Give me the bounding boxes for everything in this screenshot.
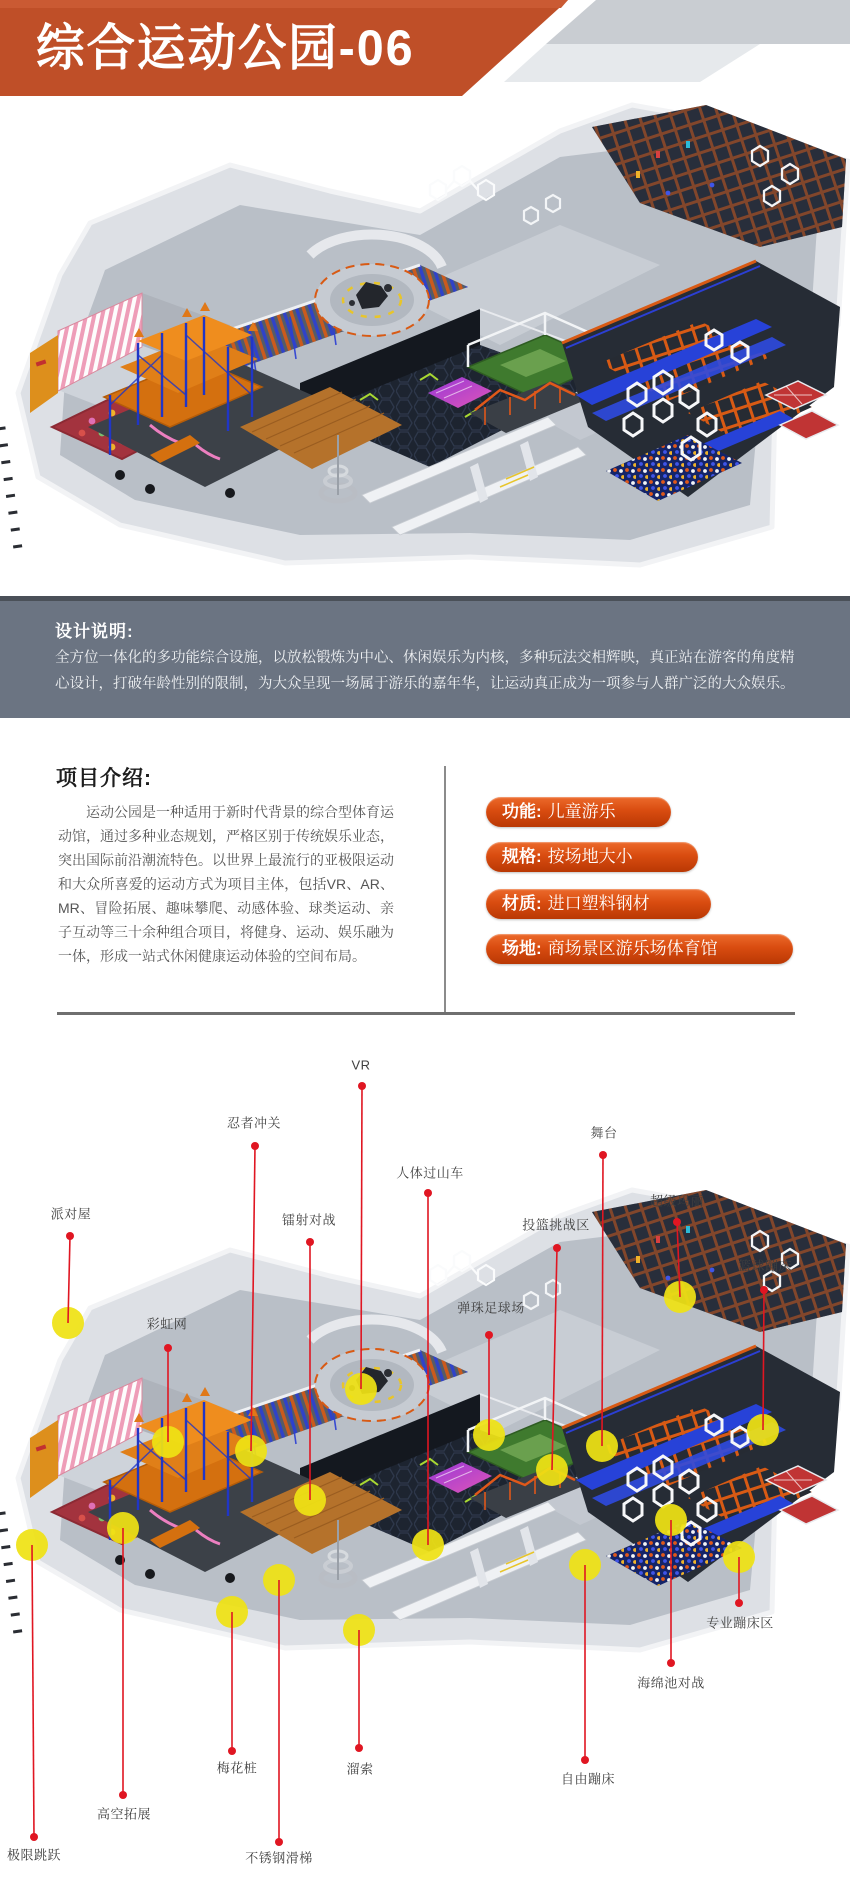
design-body-text: 全方位一体化的多功能综合设施，以放松锻炼为中心、休闲娱乐为内核，多种玩法交相辉映，真正站在游客的角度精心设计，打破年龄性别的限制，为大众呈现一场属于游乐的嘉年华，让运动真正成为一项参与人群广泛的大众娱乐。 — [55, 650, 795, 692]
spec-pill-function — [486, 797, 671, 827]
intro-heading: 项目介绍: — [56, 767, 152, 790]
annotation-dot — [355, 1744, 363, 1752]
annotation-dot — [30, 1833, 38, 1841]
park-render-annotated — [0, 1180, 850, 1685]
spec-label: 功能: — [502, 802, 542, 821]
annotation-label: 极限跳跃 — [6, 1847, 62, 1863]
spec-label: 场地: — [502, 939, 542, 958]
spec-pill-size — [486, 842, 698, 872]
header-banner — [0, 0, 850, 96]
spec-value: 按场地大小 — [547, 847, 633, 866]
annotation-label: 投篮挑战区 — [522, 1217, 590, 1233]
spec-value: 儿童游乐 — [547, 802, 616, 821]
annotation-dot — [358, 1082, 366, 1090]
annotation-label: 专业蹦床区 — [706, 1615, 774, 1631]
vertical-divider — [444, 766, 446, 1012]
annotation-label: 舞台 — [590, 1125, 618, 1141]
spec-label: 规格: — [502, 847, 542, 866]
design-heading: 设计说明: — [55, 622, 134, 641]
spec-value: 进口塑料钢材 — [547, 894, 650, 913]
annotation-label: 镭射对战 — [281, 1212, 337, 1228]
annotation-dot — [251, 1142, 259, 1150]
annotation-label: 弹珠足球场 — [457, 1300, 525, 1316]
annotation-label: 高空拓展 — [96, 1806, 152, 1822]
spec-label: 材质: — [502, 894, 542, 913]
annotation-dot — [275, 1838, 283, 1846]
annotation-label: 自由蹦床 — [560, 1771, 616, 1787]
annotation-label: 不锈钢滑梯 — [245, 1850, 313, 1866]
annotation-label: 篮球蹦床 — [737, 1258, 793, 1274]
annotation-label: 超级玛丽 — [649, 1193, 705, 1209]
annotation-label: 彩虹网 — [146, 1316, 188, 1332]
annotation-label: 人体过山车 — [396, 1165, 464, 1181]
annotation-dot — [581, 1756, 589, 1764]
annotation-dot — [228, 1747, 236, 1755]
intro-body-text: 运动公园是一种适用于新时代背景的综合型体育运动馆，通过多种业态规划，严格区别于传统娱乐业态，突出国际前沿潮流特色。以世界上最流行的亚极限运动和大众所喜爱的运动方式为项目主体，包括VR、AR、MR、冒险拓展、趣味攀爬、动感体验、球类运动、亲子互动等三十余种组合项目，将健身、运动、娱乐融为一体，形成一站式休闲健康运动体验的空间布局。 — [58, 804, 394, 964]
park-render-overview — [0, 95, 850, 600]
annotation-dot — [119, 1791, 127, 1799]
annotation-dot — [599, 1151, 607, 1159]
annotation-label: 溜索 — [346, 1761, 374, 1777]
page-title: 综合运动公园-06 — [36, 20, 415, 76]
annotation-label: 派对屋 — [50, 1206, 92, 1222]
design-section — [0, 596, 850, 718]
annotation-label: 梅花桩 — [216, 1760, 258, 1776]
spec-pill-material — [486, 889, 711, 919]
spec-value: 商场景区游乐场体育馆 — [547, 939, 718, 958]
horizontal-divider — [57, 1012, 795, 1015]
annotation-label: 忍者冲关 — [226, 1115, 282, 1131]
annotation-label: 海绵池对战 — [637, 1675, 705, 1691]
spec-pill-venue — [486, 934, 793, 964]
annotation-label: VR — [351, 1057, 371, 1073]
